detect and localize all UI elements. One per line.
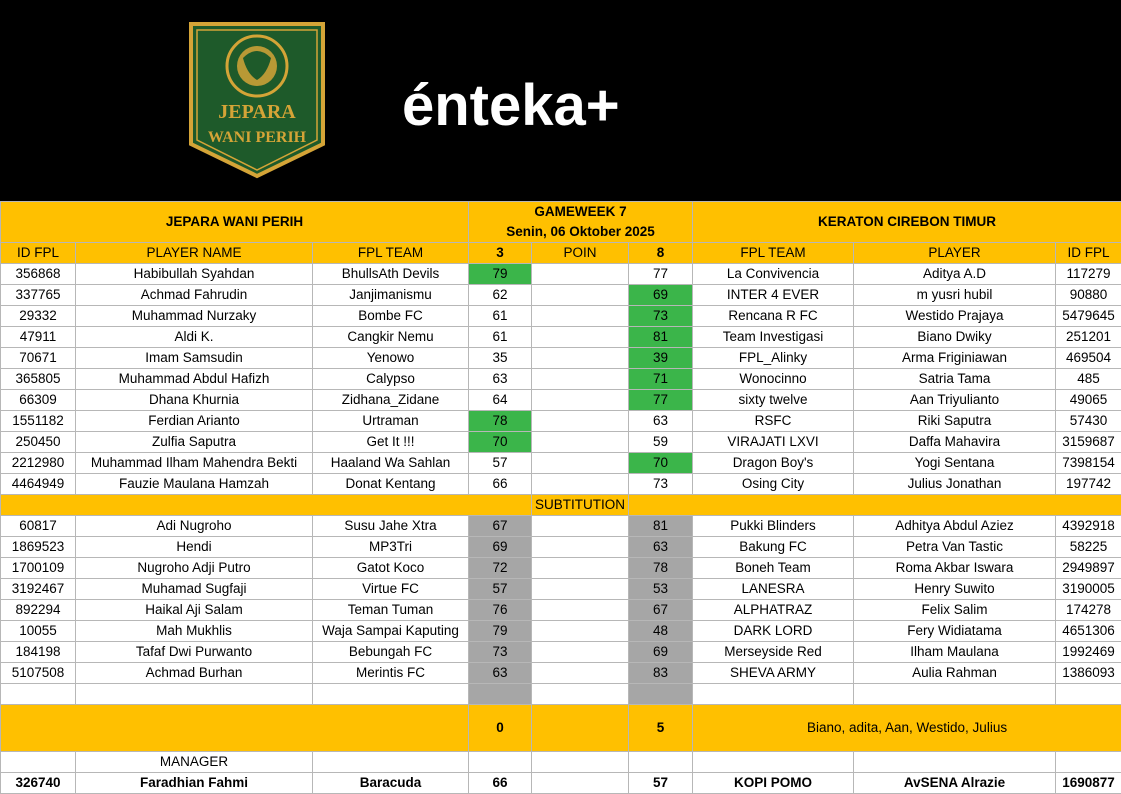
sub-row — [1, 579, 1121, 600]
logo-text-2: WANI PERIH — [208, 129, 307, 146]
left-player-name: Hendi — [76, 537, 313, 558]
right-fpl-team: Dragon Boy's — [693, 453, 854, 474]
left-player-name: Zulfia Saputra — [76, 432, 313, 453]
right-player-name: Felix Salim — [854, 600, 1056, 621]
right-id-fpl: 174278 — [1056, 600, 1121, 621]
right-fpl-team: Team Investigasi — [693, 327, 854, 348]
subtitution-label: SUBTITUTION — [532, 495, 629, 516]
left-points: 57 — [469, 579, 532, 600]
left-player-name: Ferdian Arianto — [76, 411, 313, 432]
right-id-fpl: 4392918 — [1056, 516, 1121, 537]
right-points: 81 — [629, 516, 693, 537]
left-player-name: Fauzie Maulana Hamzah — [76, 474, 313, 495]
left-id-fpl: 47911 — [1, 327, 76, 348]
right-player-name: Fery Widiatama — [854, 621, 1056, 642]
right-points: 71 — [629, 369, 693, 390]
left-points: 64 — [469, 390, 532, 411]
mgr-blank — [693, 752, 854, 773]
poin-cell — [532, 285, 629, 306]
starter-row — [1, 285, 1121, 306]
left-player-name: Tafaf Dwi Purwanto — [76, 642, 313, 663]
left-score-header: 3 — [469, 243, 532, 264]
col-fpl-team: FPL TEAM — [313, 243, 469, 264]
right-id-fpl: 2949897 — [1056, 558, 1121, 579]
left-fpl-team: Janjimanismu — [313, 285, 469, 306]
right-player-name: Roma Akbar Iswara — [854, 558, 1056, 579]
manager-label-row — [1, 752, 1121, 773]
empty-cell — [1056, 684, 1121, 705]
right-player-name: Aditya A.D — [854, 264, 1056, 285]
gameweek-label: GAMEWEEK 7 — [469, 202, 692, 222]
right-points: 63 — [629, 537, 693, 558]
right-id-fpl: 4651306 — [1056, 621, 1121, 642]
poin-cell — [532, 642, 629, 663]
right-id-fpl: 3190005 — [1056, 579, 1121, 600]
sub-row — [1, 516, 1121, 537]
left-fpl-team: Calypso — [313, 369, 469, 390]
empty-cell — [854, 684, 1056, 705]
right-player-name: Arma Friginiawan — [854, 348, 1056, 369]
right-id-fpl: 197742 — [1056, 474, 1121, 495]
right-points: 63 — [629, 411, 693, 432]
left-fpl-team: MP3Tri — [313, 537, 469, 558]
right-player-name: Yogi Sentana — [854, 453, 1056, 474]
left-fpl-team: Bombe FC — [313, 306, 469, 327]
left-id-fpl: 3192467 — [1, 579, 76, 600]
right-player-name: Biano Dwiky — [854, 327, 1056, 348]
sub-row — [1, 621, 1121, 642]
right-points: 78 — [629, 558, 693, 579]
right-id-fpl: 49065 — [1056, 390, 1121, 411]
empty-cell — [76, 684, 313, 705]
left-id-fpl: 365805 — [1, 369, 76, 390]
scoreboard-table — [0, 201, 1121, 794]
left-id-fpl: 184198 — [1, 642, 76, 663]
left-points: 67 — [469, 516, 532, 537]
left-fpl-team: Haaland Wa Sahlan — [313, 453, 469, 474]
right-fpl-team: Boneh Team — [693, 558, 854, 579]
left-player-name: Muhamad Sugfaji — [76, 579, 313, 600]
right-id-fpl: 7398154 — [1056, 453, 1121, 474]
starter-row — [1, 264, 1121, 285]
right-fpl-team: FPL_Alinky — [693, 348, 854, 369]
poin-cell — [532, 348, 629, 369]
left-points: 35 — [469, 348, 532, 369]
left-id-fpl: 70671 — [1, 348, 76, 369]
starter-row — [1, 348, 1121, 369]
left-fpl-team: BhullsAth Devils — [313, 264, 469, 285]
left-points: 63 — [469, 369, 532, 390]
left-fpl-team: Zidhana_Zidane — [313, 390, 469, 411]
empty-cell — [532, 684, 629, 705]
left-player-name: Muhammad Abdul Hafizh — [76, 369, 313, 390]
right-player-name: Aulia Rahman — [854, 663, 1056, 684]
right-player-name: Westido Prajaya — [854, 306, 1056, 327]
starter-row — [1, 432, 1121, 453]
manager-right-name: AvSENA Alrazie — [854, 773, 1056, 794]
col-player-name: PLAYER NAME — [76, 243, 313, 264]
empty-cell — [1, 684, 76, 705]
empty-cell — [693, 684, 854, 705]
mgr-blank — [1056, 752, 1121, 773]
left-points: 70 — [469, 432, 532, 453]
sub-divider-right — [629, 495, 1121, 516]
col-poin: POIN — [532, 243, 629, 264]
mgr-blank — [629, 752, 693, 773]
right-points: 83 — [629, 663, 693, 684]
starter-row — [1, 453, 1121, 474]
poin-cell — [532, 369, 629, 390]
logo-text-1: JEPARA — [218, 101, 296, 123]
banner — [0, 0, 1121, 201]
right-player-name: Satria Tama — [854, 369, 1056, 390]
right-points: 69 — [629, 642, 693, 663]
poin-cell — [532, 306, 629, 327]
right-fpl-team: INTER 4 EVER — [693, 285, 854, 306]
total-mid-blank — [532, 705, 629, 752]
manager-right-id: 1690877 — [1056, 773, 1121, 794]
total-row — [1, 705, 1121, 752]
left-id-fpl: 60817 — [1, 516, 76, 537]
right-points: 53 — [629, 579, 693, 600]
right-points: 77 — [629, 390, 693, 411]
right-points: 73 — [629, 306, 693, 327]
left-fpl-team: Susu Jahe Xtra — [313, 516, 469, 537]
match-date: Senin, 06 Oktober 2025 — [469, 222, 692, 242]
left-player-name: Aldi K. — [76, 327, 313, 348]
right-player-name: Adhitya Abdul Aziez — [854, 516, 1056, 537]
right-id-fpl: 5479645 — [1056, 306, 1121, 327]
poin-cell — [532, 474, 629, 495]
right-fpl-team: SHEVA ARMY — [693, 663, 854, 684]
starter-row — [1, 306, 1121, 327]
left-id-fpl: 337765 — [1, 285, 76, 306]
left-player-name: Mah Mukhlis — [76, 621, 313, 642]
left-player-name: Muhammad Ilham Mahendra Bekti — [76, 453, 313, 474]
poin-cell — [532, 264, 629, 285]
starter-row — [1, 411, 1121, 432]
right-id-fpl: 1992469 — [1056, 642, 1121, 663]
left-id-fpl: 250450 — [1, 432, 76, 453]
right-id-fpl: 90880 — [1056, 285, 1121, 306]
left-id-fpl: 66309 — [1, 390, 76, 411]
right-id-fpl: 1386093 — [1056, 663, 1121, 684]
right-player-name: m yusri hubil — [854, 285, 1056, 306]
right-points: 59 — [629, 432, 693, 453]
right-id-fpl: 485 — [1056, 369, 1121, 390]
left-id-fpl: 2212980 — [1, 453, 76, 474]
mgr-poin-blank — [532, 773, 629, 794]
right-fpl-team: Merseyside Red — [693, 642, 854, 663]
left-points: 73 — [469, 642, 532, 663]
right-player-name: Julius Jonathan — [854, 474, 1056, 495]
right-id-fpl: 117279 — [1056, 264, 1121, 285]
left-fpl-team: Bebungah FC — [313, 642, 469, 663]
right-points: 69 — [629, 285, 693, 306]
right-player-name: Daffa Mahavira — [854, 432, 1056, 453]
left-fpl-team: Merintis FC — [313, 663, 469, 684]
enteka-brand-logo — [402, 70, 702, 140]
left-points: 79 — [469, 621, 532, 642]
mgr-blank — [313, 752, 469, 773]
mgr-blank — [854, 752, 1056, 773]
right-points: 39 — [629, 348, 693, 369]
mgr-blank — [1, 752, 76, 773]
empty-row — [1, 684, 1121, 705]
poin-cell — [532, 432, 629, 453]
left-fpl-team: Gatot Koco — [313, 558, 469, 579]
starter-row — [1, 327, 1121, 348]
left-fpl-team: Get It !!! — [313, 432, 469, 453]
left-fpl-team: Yenowo — [313, 348, 469, 369]
left-points: 72 — [469, 558, 532, 579]
manager-left-points: 66 — [469, 773, 532, 794]
empty-cell — [313, 684, 469, 705]
left-points: 63 — [469, 663, 532, 684]
left-player-name: Dhana Khurnia — [76, 390, 313, 411]
left-player-name: Imam Samsudin — [76, 348, 313, 369]
right-fpl-team: RSFC — [693, 411, 854, 432]
right-total-score: 5 — [629, 705, 693, 752]
poin-cell — [532, 411, 629, 432]
right-fpl-team: VIRAJATI LXVI — [693, 432, 854, 453]
left-id-fpl: 892294 — [1, 600, 76, 621]
col-player: PLAYER — [854, 243, 1056, 264]
right-points: 67 — [629, 600, 693, 621]
sub-row — [1, 600, 1121, 621]
right-fpl-team: DARK LORD — [693, 621, 854, 642]
sub-row — [1, 558, 1121, 579]
gameweek-cell — [469, 202, 693, 243]
left-fpl-team: Cangkir Nemu — [313, 327, 469, 348]
starter-row — [1, 369, 1121, 390]
poin-cell — [532, 621, 629, 642]
left-player-name: Achmad Burhan — [76, 663, 313, 684]
right-id-fpl: 57430 — [1056, 411, 1121, 432]
left-id-fpl: 1551182 — [1, 411, 76, 432]
jepara-wani-perih-logo — [181, 14, 333, 182]
manager-right-team: KOPI POMO — [693, 773, 854, 794]
manager-left-id: 326740 — [1, 773, 76, 794]
right-fpl-team: Rencana R FC — [693, 306, 854, 327]
empty-cell — [629, 684, 693, 705]
total-left-blank — [1, 705, 469, 752]
sub-row — [1, 642, 1121, 663]
left-points: 69 — [469, 537, 532, 558]
right-player-name: Riki Saputra — [854, 411, 1056, 432]
right-player-name: Aan Triyulianto — [854, 390, 1056, 411]
poin-cell — [532, 516, 629, 537]
manager-row — [1, 773, 1121, 794]
left-fpl-team: Waja Sampai Kaputing — [313, 621, 469, 642]
poin-cell — [532, 558, 629, 579]
left-points: 62 — [469, 285, 532, 306]
right-id-fpl: 251201 — [1056, 327, 1121, 348]
right-fpl-team: Wonocinno — [693, 369, 854, 390]
right-player-name: Ilham Maulana — [854, 642, 1056, 663]
left-id-fpl: 356868 — [1, 264, 76, 285]
left-points: 79 — [469, 264, 532, 285]
winners-list: Biano, adita, Aan, Westido, Julius — [693, 705, 1121, 752]
left-player-name: Habibullah Syahdan — [76, 264, 313, 285]
manager-right-points: 57 — [629, 773, 693, 794]
poin-cell — [532, 663, 629, 684]
left-points: 61 — [469, 306, 532, 327]
left-id-fpl: 1700109 — [1, 558, 76, 579]
left-player-name: Haikal Aji Salam — [76, 600, 313, 621]
manager-left-name: Faradhian Fahmi — [76, 773, 313, 794]
right-team-title: KERATON CIREBON TIMUR — [693, 202, 1121, 243]
right-player-name: Petra Van Tastic — [854, 537, 1056, 558]
subtitution-row — [1, 495, 1121, 516]
left-points: 66 — [469, 474, 532, 495]
right-score-header: 8 — [629, 243, 693, 264]
right-points: 73 — [629, 474, 693, 495]
left-team-title: JEPARA WANI PERIH — [1, 202, 469, 243]
left-points: 61 — [469, 327, 532, 348]
right-player-name: Henry Suwito — [854, 579, 1056, 600]
left-id-fpl: 1869523 — [1, 537, 76, 558]
col-id-fpl-right: ID FPL — [1056, 243, 1121, 264]
right-points: 81 — [629, 327, 693, 348]
brand-text: énteka+ — [402, 73, 620, 138]
right-fpl-team: La Convivencia — [693, 264, 854, 285]
right-fpl-team: LANESRA — [693, 579, 854, 600]
empty-cell — [469, 684, 532, 705]
right-points: 70 — [629, 453, 693, 474]
poin-cell — [532, 453, 629, 474]
right-id-fpl: 58225 — [1056, 537, 1121, 558]
left-total-score: 0 — [469, 705, 532, 752]
left-id-fpl: 10055 — [1, 621, 76, 642]
poin-cell — [532, 390, 629, 411]
right-fpl-team: ALPHATRAZ — [693, 600, 854, 621]
left-points: 57 — [469, 453, 532, 474]
mgr-blank — [469, 752, 532, 773]
left-id-fpl: 4464949 — [1, 474, 76, 495]
left-fpl-team: Donat Kentang — [313, 474, 469, 495]
right-points: 48 — [629, 621, 693, 642]
left-player-name: Achmad Fahrudin — [76, 285, 313, 306]
left-player-name: Nugroho Adji Putro — [76, 558, 313, 579]
left-id-fpl: 29332 — [1, 306, 76, 327]
manager-left-team: Baracuda — [313, 773, 469, 794]
left-points: 76 — [469, 600, 532, 621]
left-fpl-team: Virtue FC — [313, 579, 469, 600]
sub-row — [1, 537, 1121, 558]
left-fpl-team: Teman Tuman — [313, 600, 469, 621]
right-fpl-team: sixty twelve — [693, 390, 854, 411]
right-id-fpl: 3159687 — [1056, 432, 1121, 453]
starter-row — [1, 474, 1121, 495]
right-fpl-team: Osing City — [693, 474, 854, 495]
left-player-name: Muhammad Nurzaky — [76, 306, 313, 327]
mgr-blank — [532, 752, 629, 773]
starter-row — [1, 390, 1121, 411]
left-id-fpl: 5107508 — [1, 663, 76, 684]
left-player-name: Adi Nugroho — [76, 516, 313, 537]
right-id-fpl: 469504 — [1056, 348, 1121, 369]
poin-cell — [532, 579, 629, 600]
poin-cell — [532, 537, 629, 558]
left-points: 78 — [469, 411, 532, 432]
sub-row — [1, 663, 1121, 684]
right-points: 77 — [629, 264, 693, 285]
manager-label: MANAGER — [76, 752, 313, 773]
col-fpl-team-right: FPL TEAM — [693, 243, 854, 264]
left-fpl-team: Urtraman — [313, 411, 469, 432]
col-id-fpl: ID FPL — [1, 243, 76, 264]
right-fpl-team: Pukki Blinders — [693, 516, 854, 537]
poin-cell — [532, 600, 629, 621]
right-fpl-team: Bakung FC — [693, 537, 854, 558]
sub-divider-left — [1, 495, 532, 516]
poin-cell — [532, 327, 629, 348]
